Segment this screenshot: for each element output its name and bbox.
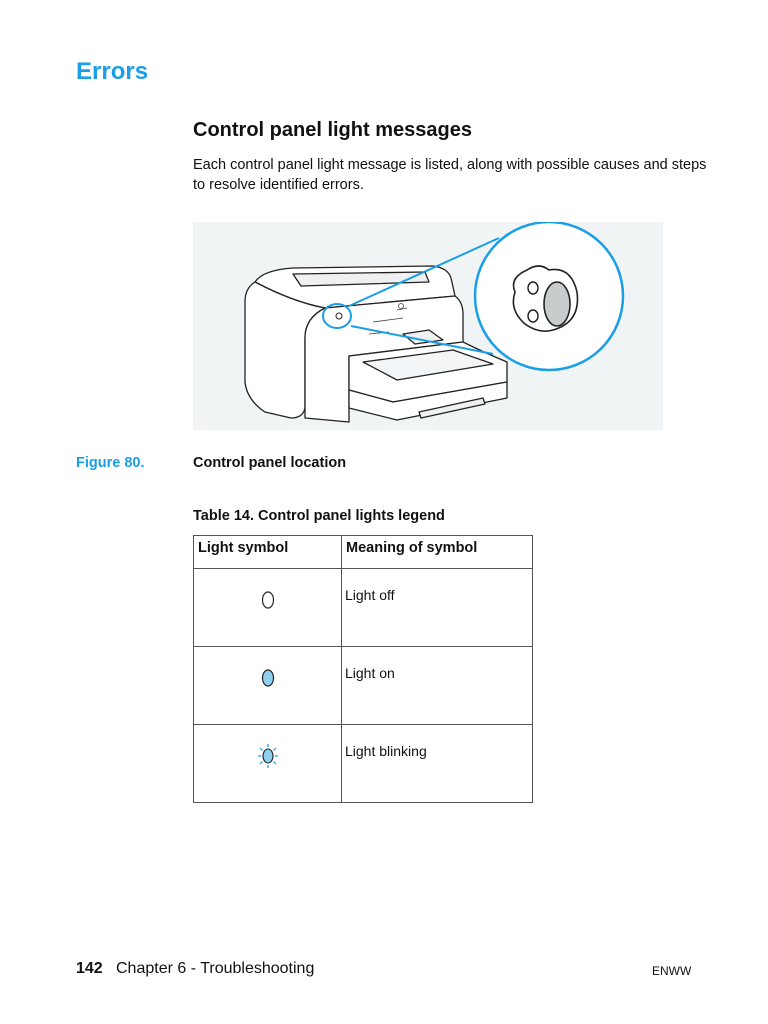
- table-title: Table 14. Control panel lights legend: [193, 508, 445, 524]
- subsection-title: Control panel light messages: [193, 119, 472, 141]
- figure-label: Figure 80.: [76, 455, 145, 471]
- table-cell-symbol: [194, 569, 342, 647]
- table-header-row: [194, 536, 533, 569]
- table-cell-meaning: Light off: [342, 569, 533, 647]
- table-row: [194, 725, 533, 803]
- light-blinking-icon: [255, 743, 281, 769]
- intro-paragraph: Each control panel light message is listed, along with possible causes and steps to resolve identified errors.: [193, 157, 707, 193]
- printer-control-panel-illustration: [193, 222, 663, 430]
- figure-illustration: [193, 222, 663, 430]
- table-cell-symbol: [194, 725, 342, 803]
- footer-enww: ENWW: [652, 964, 692, 978]
- light-off-icon: [260, 589, 276, 611]
- footer-chapter: Chapter 6 - Troubleshooting: [116, 960, 315, 977]
- section-title: Errors: [76, 58, 149, 85]
- table-row: [194, 647, 533, 725]
- table-cell-meaning: Light on: [342, 647, 533, 725]
- table-header-meaning: Meaning of symbol: [342, 536, 533, 569]
- lights-legend-table: [193, 535, 533, 803]
- table-cell-meaning: Light blinking: [342, 725, 533, 803]
- table-row: [194, 569, 533, 647]
- footer-page-number: 142: [76, 960, 103, 977]
- figure-caption: Control panel location: [193, 455, 347, 471]
- table-cell-symbol: [194, 647, 342, 725]
- table-header-light-symbol: Light symbol: [194, 536, 342, 569]
- light-on-icon: [260, 667, 276, 689]
